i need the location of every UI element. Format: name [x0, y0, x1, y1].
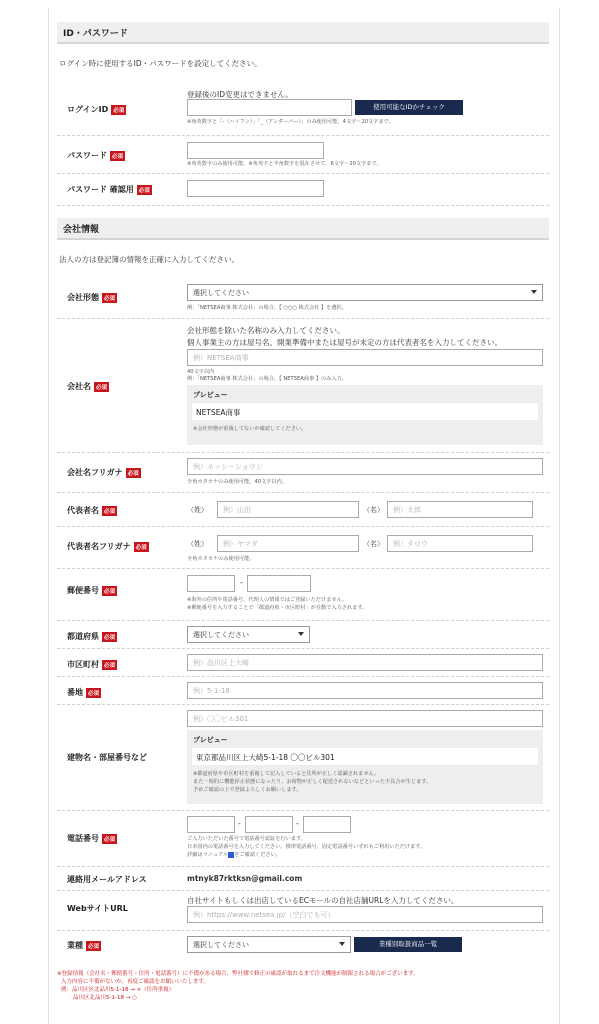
company-name-input[interactable]: 例）NETSEA商事	[187, 349, 543, 366]
section-description-company: 法人の方は登記簿の情報を正確に入力してください。	[59, 255, 239, 264]
login-id-row	[57, 88, 549, 136]
required-badge: 必須	[102, 293, 117, 303]
password-input[interactable]	[187, 142, 324, 159]
building-preview	[187, 730, 543, 804]
chevron-down-icon	[298, 632, 304, 636]
website-hint: 自社サイトもしくは出店しているECモールの自社店舗URLを入力してください。	[187, 896, 459, 905]
phone-note-1: ご入力いただいた番号で電話番号認証を行います。	[187, 836, 306, 842]
representative-kana-mei-input[interactable]: 例）タロウ	[387, 535, 533, 552]
required-badge: 必須	[134, 542, 149, 552]
industry-select[interactable]: 選択してください	[187, 936, 351, 953]
warning-line-2: 入力内容に不備がないか、再度ご確認をお願いいたします。	[61, 979, 210, 985]
company-kana-note: 全角カタカナのみ使用可能。40文字以内。	[187, 479, 287, 485]
warning-line-3: 例：品川区区北品川5-1-18 → ×（住所重複）	[61, 987, 175, 993]
building-input[interactable]: 例）〇〇ビル301	[187, 710, 543, 727]
email-row	[57, 867, 549, 891]
company-type-row	[57, 280, 549, 319]
representative-sei-input[interactable]: 例）山田	[217, 501, 359, 518]
street-row	[57, 677, 549, 705]
login-id-input[interactable]	[187, 99, 352, 116]
password-confirm-label: パスワード 確認用 必須	[67, 185, 150, 194]
phone-third-input[interactable]	[303, 816, 351, 833]
building-row	[57, 705, 549, 811]
company-name-note-1: 40文字以内	[187, 369, 215, 375]
sei-label: （姓）	[187, 540, 208, 548]
prefecture-label: 都道府県 必須	[67, 632, 116, 641]
preview-note-1: ※都道府県や市区町村を重複して記入していると住所が正しく認識されません。	[193, 771, 380, 777]
company-type-note: 例：「NETSEA商事 株式会社」の場合、【 ○○○ 株式会社 】を選択。	[187, 305, 347, 311]
street-input[interactable]: 例）5-1-18	[187, 682, 543, 699]
required-badge: 必須	[102, 834, 117, 844]
industry-products-button[interactable]: 業種別取扱商品一覧	[354, 937, 462, 952]
preview-note: ※会社形態が重複してないか確認してください。	[193, 426, 307, 432]
check-id-button[interactable]: 使用可能なIDかチェック	[355, 100, 463, 115]
postal-label: 郵便番号 必須	[67, 586, 116, 595]
phone-row	[57, 811, 549, 867]
password-confirm-input[interactable]	[187, 180, 324, 197]
required-badge: 必須	[110, 151, 125, 161]
company-kana-input[interactable]: 例）ネッシーショウジ	[187, 458, 543, 475]
login-id-label: ログインID 必須	[67, 105, 125, 114]
section-description-idpw: ログイン時に使用するID・パスワードを設定してください。	[59, 59, 262, 68]
warning-line-4: 品川区北品川5-1-18 → ○	[73, 995, 137, 1001]
registration-warning	[57, 970, 419, 1002]
representative-kana-sei-input[interactable]: 例）ヤマダ	[217, 535, 359, 552]
phone-dash-1: -	[238, 819, 241, 828]
required-badge: 必須	[126, 468, 141, 478]
representative-kana-label: 代表者名フリガナ 必須	[67, 542, 147, 551]
prefecture-select[interactable]: 選択してください	[187, 626, 310, 643]
warning-line-1: ※登録情報（会社名・郵便番号・住所・電話番号）に不備がある場合、弊社側で修正の確認が取れるまで注文機能が制限される場合がございます。	[57, 971, 419, 977]
website-label: WebサイトURL	[67, 904, 128, 913]
postal-note-2: ※郵便番号を入力することで「都道府県・市区町村」が自動で入力されます。	[187, 605, 368, 611]
website-row	[57, 891, 549, 931]
mei-label: （名）	[363, 540, 384, 548]
required-badge: 必須	[86, 941, 101, 951]
company-name-hint-2: 個人事業主の方は屋号名、開業準備中または屋号が未定の方は代表者名を入力してください。	[187, 338, 502, 347]
preview-value: NETSEA商事	[192, 403, 538, 420]
preview-title: プレビュー	[193, 391, 228, 399]
company-type-select[interactable]: 選択してください	[187, 284, 543, 301]
website-input[interactable]: 例）https://www.netsea.jp/（空白でも可）	[187, 906, 543, 923]
login-id-note-top: 登録後のID変更はできません。	[187, 90, 293, 99]
prefecture-row	[57, 621, 549, 649]
representative-row	[57, 493, 549, 527]
postal-dash: -	[240, 578, 243, 587]
building-label: 建物名・部屋番号など	[67, 753, 147, 762]
preview-note-3: 予めご確認の上で登録よろしくお願いします。	[193, 787, 302, 793]
password-note: ※角英数字のみ使用可能。※角英字と半角数字を混在させて、6文字〜20文字まで。	[187, 161, 382, 167]
postal-row	[57, 569, 549, 621]
company-name-preview	[187, 385, 543, 445]
phone-dash-2: -	[296, 819, 299, 828]
city-row	[57, 649, 549, 677]
required-badge: 必須	[102, 506, 117, 516]
industry-row	[57, 931, 549, 959]
phone-note-3: 詳細はマニュアル をご確認ください。	[187, 852, 281, 858]
representative-mei-input[interactable]: 例）太郎	[387, 501, 533, 518]
representative-label: 代表者名 必須	[67, 506, 116, 515]
street-label: 番地 必須	[67, 688, 100, 697]
company-type-label: 会社形態 必須	[67, 293, 116, 302]
password-row	[57, 136, 549, 174]
section-header-company: 会社情報	[57, 218, 549, 240]
representative-kana-note: 全角カタカナのみ使用可能。	[187, 556, 255, 562]
required-badge: 必須	[137, 185, 152, 195]
email-value: mtnyk87rktksn@gmail.com	[187, 874, 303, 883]
phone-note-2: 日本国内の電話番号を入力してください。携帯電話番号、固定電話番号いずれもご利用いただけます。	[187, 844, 426, 850]
required-badge: 必須	[102, 586, 117, 596]
company-name-row	[57, 319, 549, 453]
required-badge: 必須	[86, 688, 101, 698]
required-badge: 必須	[102, 660, 117, 670]
section-header-idpw: ID・パスワード	[57, 22, 549, 44]
postal-code-first-input[interactable]	[187, 575, 235, 592]
industry-label: 業種 必須	[67, 941, 100, 950]
phone-label: 電話番号 必須	[67, 834, 116, 843]
chevron-down-icon	[339, 942, 345, 946]
phone-first-input[interactable]	[187, 816, 235, 833]
sei-label: （姓）	[187, 506, 208, 514]
company-name-hint-1: 会社形態を除いた名称のみ入力してください。	[187, 326, 345, 335]
phone-second-input[interactable]	[245, 816, 293, 833]
company-name-note-2: 例：「NETSEA商事 株式会社」の場合、【 NETSEA商事 】のみ入力。	[187, 376, 347, 382]
chevron-down-icon	[531, 290, 537, 294]
city-input[interactable]: 例）品川区上大崎	[187, 654, 543, 671]
mei-label: （名）	[363, 506, 384, 514]
preview-note-2: また一時的に機能停止状態になったり、お荷物が正しく配送されないなどといった不具合が生じます。	[193, 779, 432, 785]
company-name-label: 会社名 必須	[67, 382, 108, 391]
login-id-note: ※角英数字と「-（ハイフン）」「_（アンダーバー）」のみ使用可能。4文字〜20文字まで。	[187, 119, 394, 125]
company-kana-row	[57, 453, 549, 493]
postal-code-second-input[interactable]	[247, 575, 311, 592]
password-label: パスワード 必須	[67, 151, 124, 160]
required-badge: 必須	[94, 382, 109, 392]
registration-form	[48, 8, 560, 1024]
preview-value: 東京都品川区上大崎5-1-18 〇〇ビル301	[192, 748, 538, 765]
city-label: 市区町村 必須	[67, 660, 116, 669]
postal-note-1: ※海外の住所や電話番号、代理人の情報ではご登録いただけません。	[187, 597, 348, 603]
representative-kana-row	[57, 527, 549, 569]
password-confirm-row	[57, 174, 549, 206]
preview-title: プレビュー	[193, 736, 228, 744]
required-badge: 必須	[102, 632, 117, 642]
required-badge: 必須	[111, 105, 126, 115]
company-kana-label: 会社名フリガナ 必須	[67, 468, 139, 477]
email-label: 連絡用メールアドレス	[67, 875, 147, 884]
